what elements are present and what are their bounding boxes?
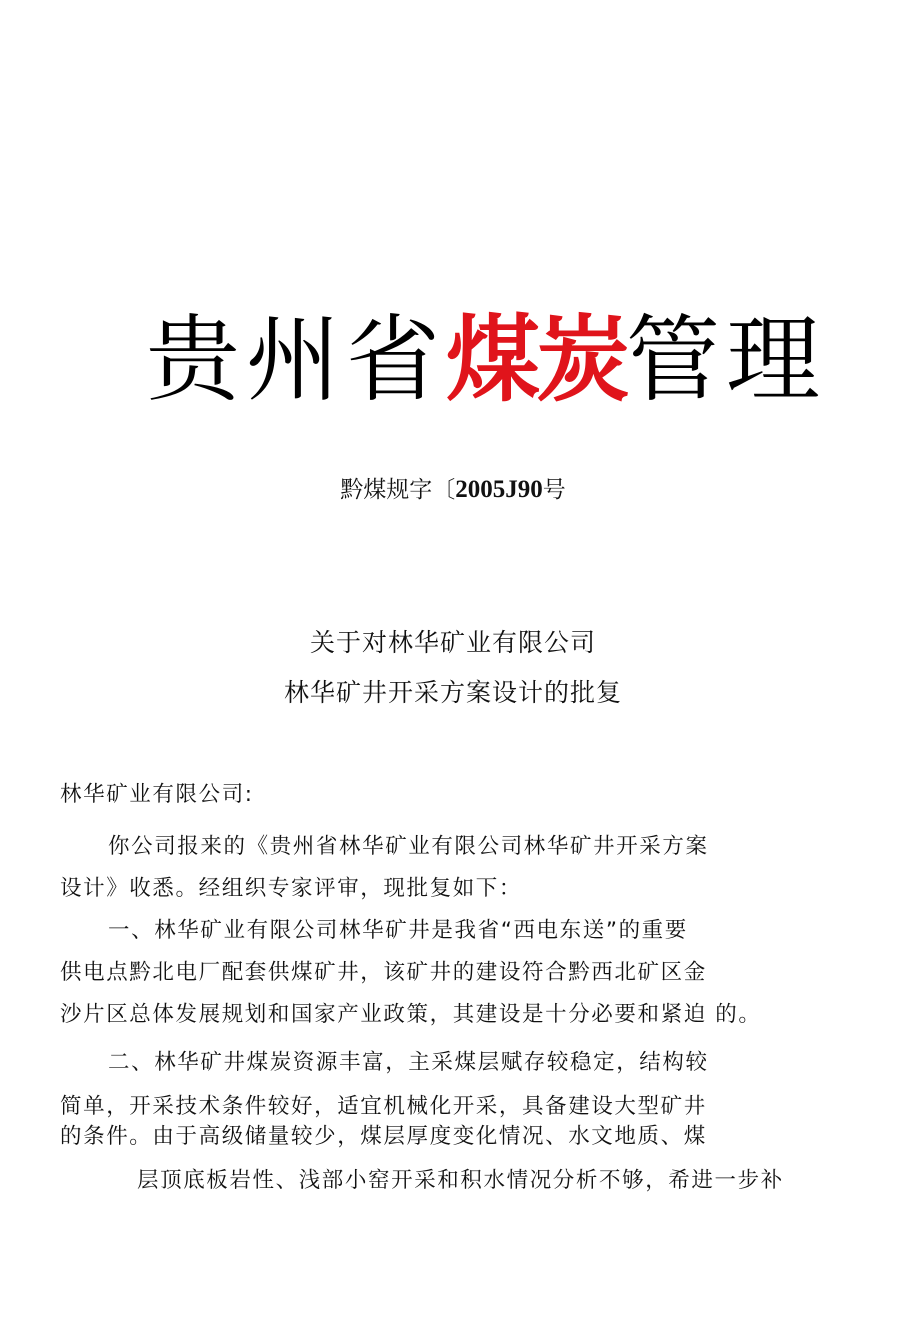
body-line: 一、林华矿业有限公司林华矿井是我省“西电东送”的重要 bbox=[108, 918, 688, 943]
body-line: 简单，开采技术条件较好，适宜机械化开采，具备建设大型矿井 bbox=[60, 1094, 707, 1119]
document-number bbox=[0, 474, 906, 506]
addressee: 林华矿业有限公司: bbox=[60, 782, 254, 807]
title-suffix: 管理 bbox=[626, 306, 827, 415]
body-line: 你公司报来的《贵州省林华矿业有限公司林华矿井开采方案 bbox=[108, 834, 709, 859]
body-line: 设计》收悉。经组织专家评审，现批复如下： bbox=[60, 876, 523, 901]
body-line: 沙片区总体发展规划和国家产业政策，其建设是十分必要和紧迫 的。 bbox=[60, 1002, 762, 1027]
doc-number-value: 2005J90 bbox=[455, 476, 543, 503]
body-line: 层顶底板岩性、浅部小窑开采和积水情况分析不够，希进一步补 bbox=[137, 1168, 784, 1193]
title-prefix: 贵州省 bbox=[146, 306, 447, 415]
doc-number-suffix: 号 bbox=[542, 477, 566, 503]
document-header-title bbox=[146, 300, 826, 421]
subject-line-2: 林华矿井开采方案设计的批复 bbox=[283, 678, 622, 707]
subject-line-1: 关于对林华矿业有限公司 bbox=[309, 628, 596, 657]
title-red-text: 煤炭 bbox=[446, 305, 627, 415]
doc-number-prefix: 黔煤规字〔 bbox=[340, 477, 456, 503]
body-line: 的条件。由于高级储量较少，煤层厚度变化情况、水文地质、煤 bbox=[60, 1124, 707, 1149]
body-line: 供电点黔北电厂配套供煤矿井，该矿井的建设符合黔西北矿区金 bbox=[60, 960, 707, 985]
body-line: 二、林华矿井煤炭资源丰富，主采煤层赋存较稳定，结构较 bbox=[108, 1050, 709, 1075]
